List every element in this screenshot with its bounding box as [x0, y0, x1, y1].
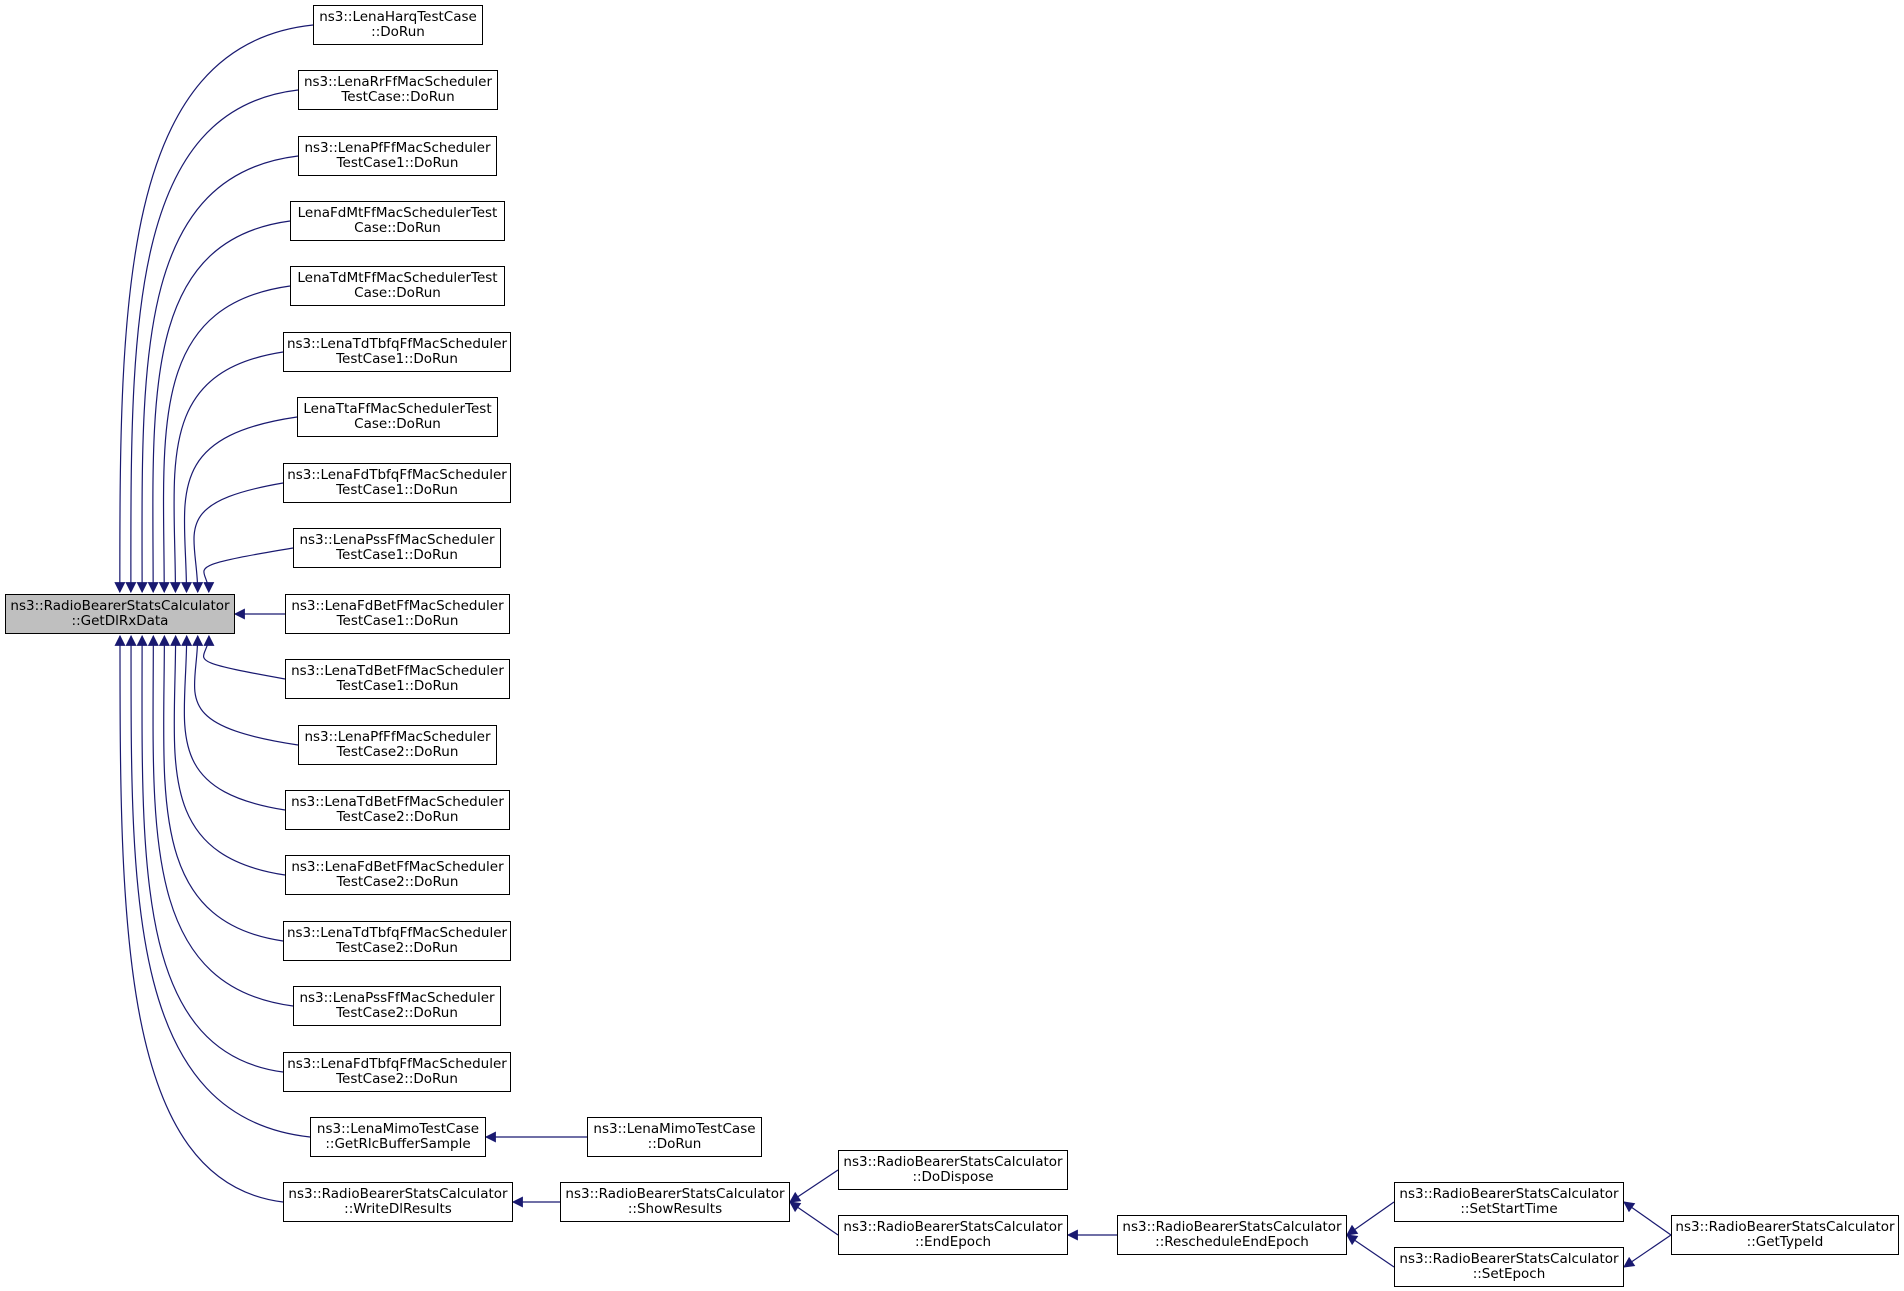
edge-tdtbfq1-to-root — [174, 352, 283, 592]
node-label-line: ::GetDlRxData — [71, 613, 169, 629]
node-pf1[interactable] — [298, 136, 497, 176]
edge-dispose-to-showres — [790, 1170, 838, 1202]
node-label-line: ::EndEpoch — [914, 1234, 992, 1250]
edge-tdtbfq2-to-root — [164, 636, 283, 941]
node-fdtbfq1[interactable] — [283, 463, 511, 503]
node-label-line: TestCase2::DoRun — [336, 744, 459, 760]
node-label-line: LenaFdMtFfMacSchedulerTest — [297, 205, 498, 221]
edge-tdbet2-to-root — [184, 636, 285, 810]
node-label-line: ns3::RadioBearerStatsCalculator — [565, 1186, 785, 1202]
node-label-line: ns3::LenaPfFfMacScheduler — [304, 729, 491, 745]
node-label-line: ns3::LenaFdBetFfMacScheduler — [291, 598, 504, 614]
edge-gettype-to-setepoch — [1624, 1235, 1671, 1267]
edge-endepoch-to-showres — [790, 1202, 838, 1235]
edge-fdtbfq2-to-root — [142, 636, 283, 1072]
edge-pss1-to-root — [204, 548, 293, 592]
node-label-line: TestCase::DoRun — [341, 89, 455, 105]
node-fdbet2[interactable] — [285, 855, 510, 895]
node-label-line: ::GetTypeId — [1746, 1234, 1824, 1250]
node-label-line: ns3::LenaFdTbfqFfMacScheduler — [287, 467, 507, 483]
node-label-line: ::RescheduleEndEpoch — [1155, 1234, 1309, 1250]
node-label-line: ns3::LenaFdBetFfMacScheduler — [291, 859, 504, 875]
node-tdtbfq1[interactable] — [283, 332, 511, 372]
node-label-line: ns3::LenaTdTbfqFfMacScheduler — [286, 925, 508, 941]
node-pss1[interactable] — [293, 528, 501, 568]
node-tdbet1[interactable] — [285, 659, 510, 699]
edge-tdmt-to-root — [164, 286, 290, 592]
node-label-line: ns3::LenaTdBetFfMacScheduler — [291, 794, 504, 810]
node-label-line: TestCase1::DoRun — [336, 351, 458, 367]
node-label-line: ns3::RadioBearerStatsCalculator — [288, 1186, 508, 1202]
node-label-line: TestCase1::DoRun — [336, 155, 459, 171]
node-label-line: TestCase1::DoRun — [336, 482, 458, 498]
node-label-line: ns3::LenaHarqTestCase — [319, 9, 477, 25]
node-label-line: LenaTdMtFfMacSchedulerTest — [297, 270, 498, 286]
node-setepoch[interactable] — [1394, 1247, 1624, 1287]
node-label-line: ::DoDispose — [912, 1169, 994, 1185]
node-pf2[interactable] — [298, 725, 497, 765]
edge-tdbet1-to-root — [204, 636, 285, 679]
node-label-line: TestCase1::DoRun — [336, 678, 459, 694]
node-showres[interactable] — [560, 1182, 790, 1222]
node-mimo-rlc[interactable] — [310, 1117, 486, 1157]
node-label-line: Case::DoRun — [354, 220, 441, 236]
node-label-line: Case::DoRun — [354, 285, 441, 301]
node-label-line: ns3::LenaPssFfMacScheduler — [299, 990, 495, 1006]
edge-setstart-to-resched — [1347, 1202, 1394, 1235]
edge-gettype-to-setstart — [1624, 1202, 1671, 1235]
node-tta[interactable] — [297, 397, 498, 437]
node-label-line: TestCase2::DoRun — [336, 809, 459, 825]
node-label-line: ns3::RadioBearerStatsCalculator — [1399, 1251, 1619, 1267]
edge-pf2-to-root — [195, 636, 298, 745]
node-label-line: ns3::LenaPssFfMacScheduler — [299, 532, 495, 548]
node-label-line: ns3::LenaMimoTestCase — [316, 1121, 480, 1137]
edge-tta-to-root — [184, 417, 297, 592]
node-tdtbfq2[interactable] — [283, 921, 511, 961]
node-tdmt[interactable] — [290, 266, 505, 306]
node-label-line: TestCase2::DoRun — [336, 874, 459, 890]
node-mimo-run[interactable] — [587, 1117, 762, 1157]
node-label-line: ns3::RadioBearerStatsCalculator — [1675, 1219, 1895, 1235]
node-gettype[interactable] — [1671, 1215, 1899, 1255]
edge-fdmt-to-root — [153, 221, 290, 592]
node-label-line: ns3::LenaTdTbfqFfMacScheduler — [286, 336, 508, 352]
node-fdmt[interactable] — [290, 201, 505, 241]
node-label-line: LenaTtaFfMacSchedulerTest — [303, 401, 492, 417]
edge-setepoch-to-resched — [1347, 1235, 1394, 1267]
node-label-line: ns3::LenaFdTbfqFfMacScheduler — [287, 1056, 507, 1072]
node-label-line: TestCase1::DoRun — [336, 547, 458, 563]
node-label-line: ns3::RadioBearerStatsCalculator — [1122, 1219, 1342, 1235]
node-label-line: ns3::RadioBearerStatsCalculator — [1399, 1186, 1619, 1202]
node-label-line: Case::DoRun — [354, 416, 441, 432]
node-label-line: ns3::RadioBearerStatsCalculator — [10, 598, 230, 614]
node-pss2[interactable] — [293, 986, 501, 1026]
root-node — [5, 594, 235, 634]
node-label-line: ns3::LenaMimoTestCase — [593, 1121, 756, 1137]
node-label-line: ns3::LenaPfFfMacScheduler — [304, 140, 491, 156]
node-label-line: ns3::RadioBearerStatsCalculator — [843, 1219, 1063, 1235]
node-rr[interactable] — [298, 70, 498, 110]
node-setstart[interactable] — [1394, 1182, 1624, 1222]
node-label-line: ns3::RadioBearerStatsCalculator — [843, 1154, 1063, 1170]
node-label-line: TestCase1::DoRun — [336, 613, 459, 629]
edge-pss2-to-root — [153, 636, 293, 1006]
node-label-line: ::SetEpoch — [1472, 1266, 1546, 1282]
node-endepoch[interactable] — [838, 1215, 1068, 1255]
edge-writedl-to-root — [120, 636, 283, 1202]
node-label-line: ::WriteDlResults — [344, 1201, 452, 1217]
node-fdbet1[interactable] — [285, 594, 510, 634]
node-resched[interactable] — [1117, 1215, 1347, 1255]
node-label-line: TestCase2::DoRun — [336, 940, 458, 956]
node-harq[interactable] — [313, 5, 483, 45]
node-label-line: ns3::LenaRrFfMacScheduler — [303, 74, 493, 90]
node-label-line: TestCase2::DoRun — [336, 1005, 458, 1021]
node-label-line: ns3::LenaTdBetFfMacScheduler — [291, 663, 504, 679]
edge-fdtbfq1-to-root — [194, 483, 283, 592]
node-tdbet2[interactable] — [285, 790, 510, 830]
edge-harq-to-root — [120, 25, 313, 592]
node-label-line: ::DoRun — [647, 1136, 702, 1152]
node-label-line: TestCase2::DoRun — [336, 1071, 458, 1087]
node-dispose[interactable] — [838, 1150, 1068, 1190]
node-label-line: ::DoRun — [371, 24, 425, 40]
node-label-line: ::ShowResults — [627, 1201, 723, 1217]
node-label-line: ::GetRlcBufferSample — [325, 1136, 471, 1152]
node-writedl[interactable] — [283, 1182, 513, 1222]
node-label-line: ::SetStartTime — [1460, 1201, 1558, 1217]
node-fdtbfq2[interactable] — [283, 1052, 511, 1092]
